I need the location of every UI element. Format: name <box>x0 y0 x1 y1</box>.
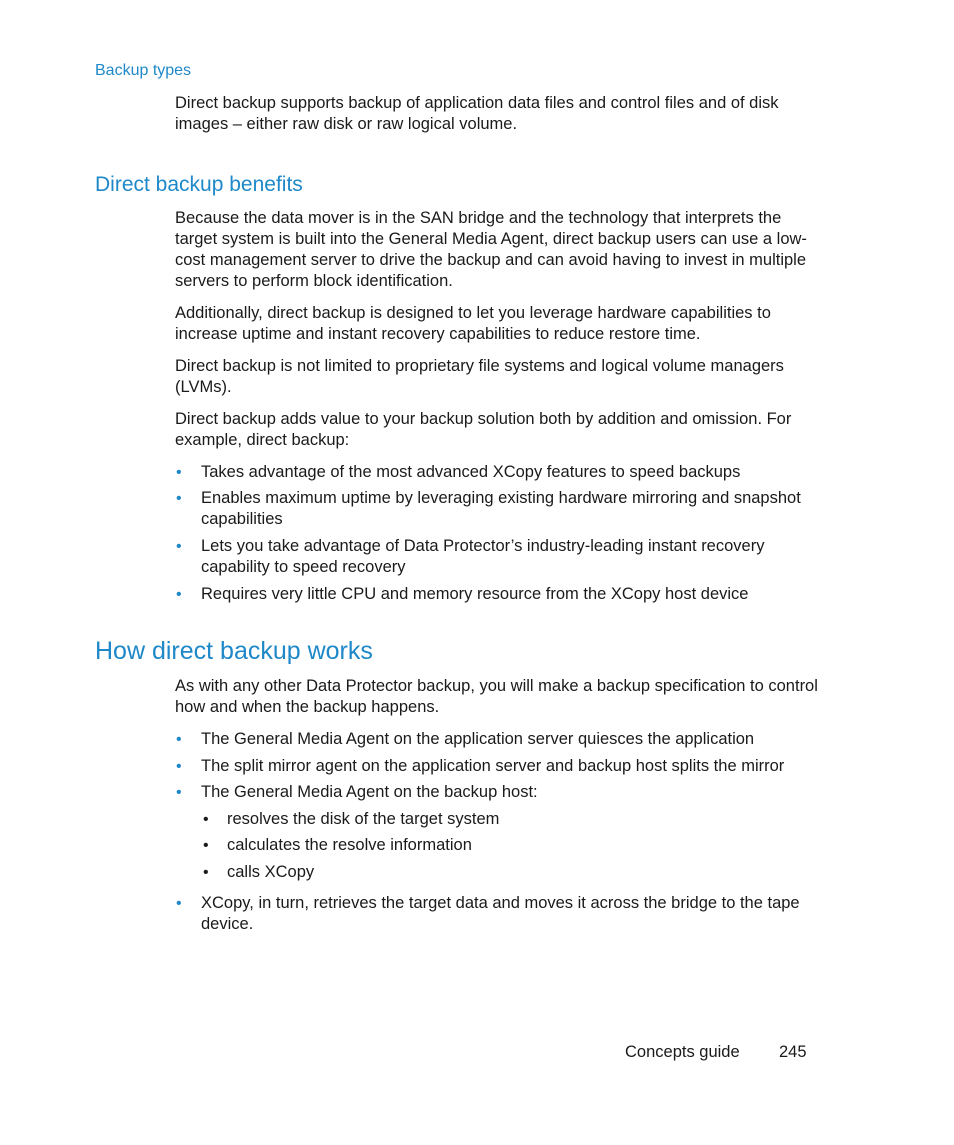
footer-title: Concepts guide <box>625 1043 740 1061</box>
sub-list-item <box>203 809 817 830</box>
sub-list-item <box>203 862 817 883</box>
list-item-text: XCopy, in turn, retrieves the target data and moves it across the bridge to the tape device. <box>201 894 800 933</box>
list-item <box>176 462 826 483</box>
list-item <box>176 756 826 777</box>
list-item-text: The General Media Agent on the backup host: <box>201 783 538 801</box>
sub-list-item <box>203 835 817 856</box>
list-item <box>176 536 826 578</box>
list-item-text: Lets you take advantage of Data Protector’s industry-leading instant recovery capability to speed recovery <box>201 537 765 576</box>
bullet-icon: • <box>176 586 182 603</box>
page-number: 245 <box>779 1043 807 1061</box>
bullet-icon: • <box>176 731 182 748</box>
benefits-paragraph-3: Direct backup is not limited to proprietary file systems and logical volume managers (LVMs). <box>175 357 784 396</box>
bullet-icon: • <box>203 864 209 881</box>
running-head-link[interactable]: Backup types <box>95 62 192 79</box>
bullet-icon: • <box>203 837 209 854</box>
list-item <box>176 584 826 605</box>
sub-list-item-text: resolves the disk of the target system <box>227 810 500 828</box>
list-item <box>176 893 826 935</box>
bullet-icon: • <box>176 895 182 912</box>
list-item-text: Takes advantage of the most advanced XCopy features to speed backups <box>201 463 741 481</box>
list-item-text: Requires very little CPU and memory resource from the XCopy host device <box>201 585 749 603</box>
benefits-paragraph-2: Additionally, direct backup is designed to let you leverage hardware capabilities to increase uptime and instant recovery capabilities to reduce restore time. <box>175 304 771 343</box>
benefits-paragraph-4: Direct backup adds value to your backup solution both by addition and omission. For example, direct backup: <box>175 410 792 449</box>
intro-paragraph: Direct backup supports backup of application data files and control files and of disk images – either raw disk or raw logical volume. <box>175 94 779 133</box>
bullet-icon: • <box>176 464 182 481</box>
bullet-icon: • <box>176 538 182 555</box>
list-item <box>176 729 826 750</box>
list-item-text: The General Media Agent on the application server quiesces the application <box>201 730 755 748</box>
sub-list-item-text: calculates the resolve information <box>227 836 472 854</box>
list-item-text: The split mirror agent on the application server and backup host splits the mirror <box>201 757 785 775</box>
benefits-paragraph-1: Because the data mover is in the SAN bridge and the technology that interprets the target system is built into the General Media Agent, direct backup users can use a low-cost management server to drive the backup and can avoid having to invest in multiple servers to perform block identification. <box>175 209 807 290</box>
bullet-icon: • <box>176 784 182 801</box>
list-item <box>176 488 826 530</box>
list-item-text: Enables maximum uptime by leveraging existing hardware mirroring and snapshot capabilities <box>201 489 801 528</box>
bullet-icon: • <box>203 811 209 828</box>
bullet-icon: • <box>176 490 182 507</box>
bullet-icon: • <box>176 758 182 775</box>
works-heading: How direct backup works <box>95 637 373 665</box>
works-paragraph: As with any other Data Protector backup, you will make a backup specification to control how and when the backup happens. <box>175 677 818 716</box>
list-item <box>176 782 826 803</box>
sub-list-item-text: calls XCopy <box>227 863 315 881</box>
benefits-heading: Direct backup benefits <box>95 173 303 196</box>
